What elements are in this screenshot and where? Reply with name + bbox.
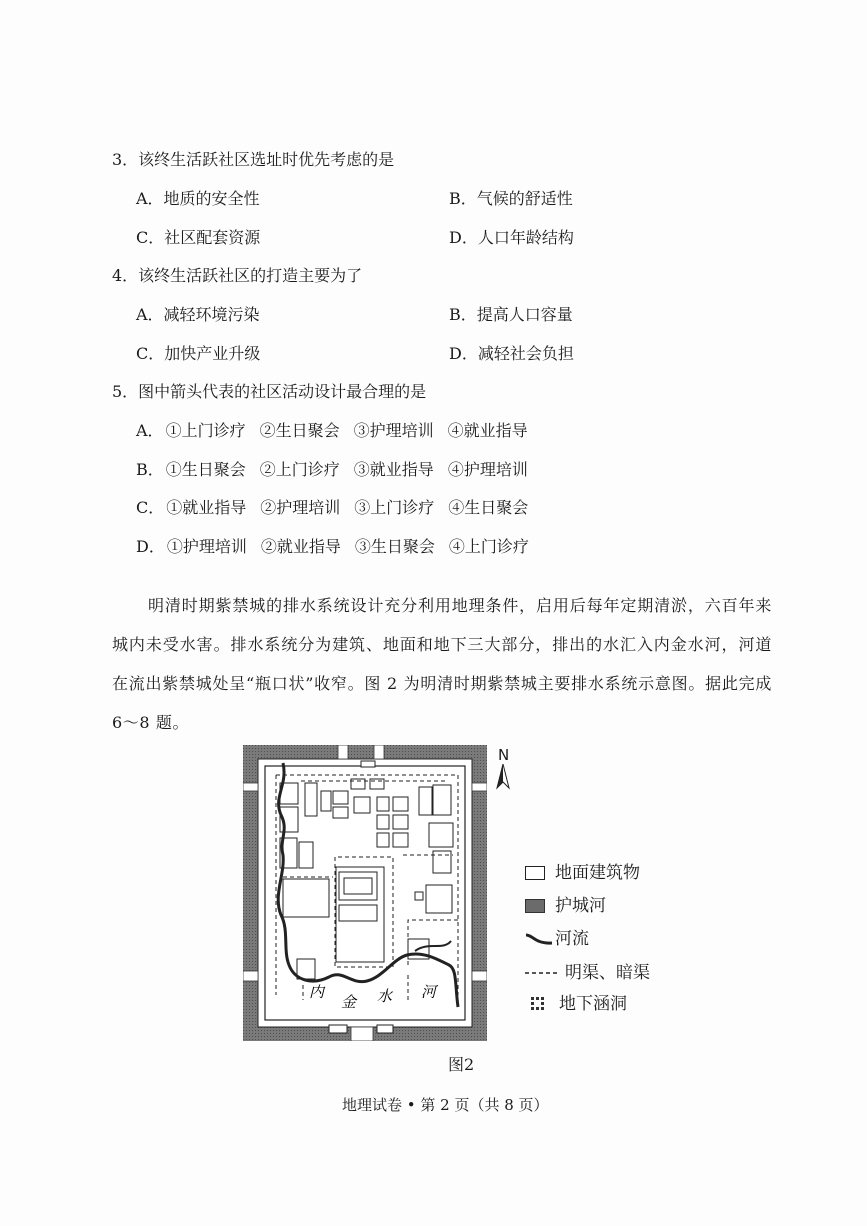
north-arrow [495,746,511,794]
option-item: ①护理培训 [166,537,247,556]
option-item: ④就业指导 [447,421,528,440]
moat-icon [525,899,545,913]
legend-label: 护城河 [555,896,606,916]
option-item: ④上门诊疗 [448,537,529,556]
culvert-icon [531,997,545,1011]
passage-text: 明清时期紫禁城的排水系统设计充分利用地理条件，启用后每年定期清淤，六百年来城内未受水害。排水系统分为建筑、地面和地下三大部分，排出的水汇入内金水河，河道在流出紫禁城处呈“瓶口状”收窄。图 2 为明清时期紫禁城主要排水系统示意图。据此完成 6～8 题。 [112,596,772,732]
building-icon [525,866,545,880]
river-label-char: 河 [421,983,437,1001]
q3-option-a: A．地质的安全性 [136,189,260,208]
river-icon [525,932,553,946]
q5-option-a [136,418,542,441]
channel-icon [525,968,559,978]
question-5-stem: 5．图中箭头代表的社区活动设计最合理的是 [112,382,427,401]
option-item: ②生日聚会 [259,421,340,440]
legend-culvert [525,989,627,1014]
option-item: ①上门诊疗 [165,421,246,440]
legend-river [525,924,589,949]
q3-option-b: B．气候的舒适性 [449,189,573,208]
forbidden-city-drainage-map [243,745,487,1041]
option-item: ①就业指导 [166,498,247,517]
q4-option-a: A．减轻环境污染 [136,305,260,324]
legend-moat [525,891,606,916]
q5-option-b [136,457,542,480]
q5-option-d [136,534,543,557]
option-letter: B． [136,460,164,479]
river-label-char: 水 [377,987,393,1005]
option-item: ②上门诊疗 [259,460,340,479]
q4-option-d: D．减轻社会负担 [449,344,574,363]
question-3-stem: 3．该终生活跃社区选址时优先考虑的是 [112,150,395,169]
option-item: ③就业指导 [353,460,434,479]
river-label-char: 内 [309,983,325,1001]
option-item: ④生日聚会 [448,498,529,517]
legend-label: 明渠、暗渠 [565,963,650,983]
option-item: ④护理培训 [447,460,528,479]
option-letter: D． [136,537,165,556]
legend-label: 地面建筑物 [555,863,640,883]
reading-passage [112,586,772,742]
legend-channel [525,958,650,983]
option-item: ③生日聚会 [354,537,435,556]
option-item: ③护理培训 [353,421,434,440]
north-arrow-icon [495,764,511,790]
page-footer: 地理试卷 • 第 2 页（共 8 页） [342,1096,549,1114]
option-item: ②就业指导 [260,537,341,556]
option-item: ①生日聚会 [165,460,246,479]
q3-option-d: D．人口年龄结构 [449,228,574,247]
legend-building [525,858,640,883]
question-4-stem: 4．该终生活跃社区的打造主要为了 [112,266,363,285]
legend-label: 地下涵洞 [559,994,627,1014]
river-label-char: 金 [341,993,357,1011]
legend-label: 河流 [555,929,589,949]
option-letter: A． [136,421,164,440]
option-item: ②护理培训 [260,498,341,517]
option-letter: C． [136,498,165,517]
q4-option-b: B．提高人口容量 [449,305,573,324]
q5-option-c [136,495,542,518]
north-label: N [498,746,510,764]
figure-caption: 图2 [448,1055,475,1074]
q3-option-c: C．社区配套资源 [136,228,261,247]
q4-option-c: C．加快产业升级 [136,344,261,363]
option-item: ③上门诊疗 [354,498,435,517]
